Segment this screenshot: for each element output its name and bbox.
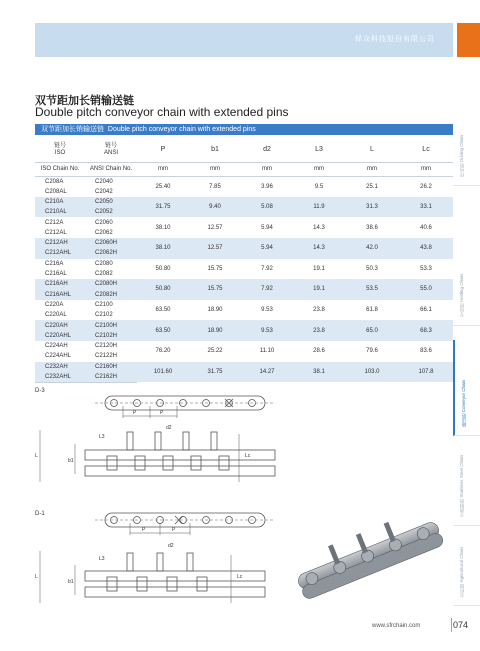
unit-cell: ANSI Chain No. [85, 162, 137, 176]
dim-label-d2: d2 [168, 543, 174, 549]
value-lc: 40.6 [399, 217, 453, 238]
value-l: 25.1 [345, 176, 399, 197]
ansi-chain-no: C2082H [85, 289, 137, 299]
sidebar-item-conveyor-chain[interactable] [453, 340, 480, 436]
sidebar-item-holding-chain[interactable] [453, 230, 480, 326]
value-d2: 9.53 [241, 320, 293, 341]
value-p: 25.40 [137, 176, 189, 197]
table-row [35, 362, 453, 372]
dim-label-p: P [142, 527, 146, 533]
iso-chain-no: C210A [35, 197, 85, 207]
dim-label-p: P [160, 410, 164, 416]
units-row [35, 162, 453, 176]
table-row [35, 259, 453, 269]
column-header-b1: b1 [189, 138, 241, 162]
unit-cell: mm [241, 162, 293, 176]
iso-chain-no: C210AL [35, 207, 85, 217]
value-l3: 9.5 [293, 176, 345, 197]
value-d2: 9.53 [241, 300, 293, 321]
dim-label-l: L [35, 453, 38, 459]
iso-chain-no: C216AH [35, 279, 85, 289]
value-l3: 11.9 [293, 197, 345, 218]
ansi-chain-no: C2162H [85, 372, 137, 383]
side-category-strip [453, 90, 480, 610]
column-header-l: L [345, 138, 399, 162]
table-title-cn: 双节距加长销输送链 [41, 126, 104, 133]
dim-label-d2: d2 [166, 425, 172, 431]
value-lc: 55.0 [399, 279, 453, 300]
column-header-ansi: 链号 ANSI [85, 138, 137, 162]
value-b1: 9.40 [189, 197, 241, 218]
value-p: 101.60 [137, 362, 189, 383]
table-row [35, 217, 453, 227]
value-l3: 14.3 [293, 238, 345, 259]
unit-cell: mm [399, 162, 453, 176]
value-l: 79.6 [345, 341, 399, 362]
sidebar-item-label-en: Stainless Steel Chain [459, 454, 464, 498]
value-p: 50.80 [137, 259, 189, 280]
value-l3: 14.3 [293, 217, 345, 238]
dim-label-lc: Lc [237, 574, 243, 580]
value-l: 38.6 [345, 217, 399, 238]
sidebar-item-label-en: Agricultural Chain [459, 546, 464, 583]
iso-chain-no: C220AL [35, 310, 85, 320]
value-l: 53.5 [345, 279, 399, 300]
value-p: 63.50 [137, 300, 189, 321]
dim-label-l3: L3 [99, 434, 105, 440]
table-row [35, 238, 453, 248]
iso-chain-no: C212A [35, 217, 85, 227]
iso-chain-no: C220AH [35, 320, 85, 330]
ansi-chain-no: C2080H [85, 279, 137, 289]
ansi-chain-no: C2100 [85, 300, 137, 310]
chain-product-image [285, 505, 450, 600]
value-d2: 3.96 [241, 176, 293, 197]
page-title-en: Double pitch conveyor chain with extended pins [35, 105, 289, 119]
company-name: 铎众科技股份有限公司 [355, 36, 435, 43]
sidebar-item-label: 农机链 [459, 583, 464, 597]
value-l: 103.0 [345, 362, 399, 383]
value-d2: 11.10 [241, 341, 293, 362]
diagram-d3-label: D-3 [35, 388, 45, 394]
value-l: 61.8 [345, 300, 399, 321]
value-d2: 5.08 [241, 197, 293, 218]
iso-chain-no: C208A [35, 176, 85, 187]
ansi-chain-no: C2160H [85, 362, 137, 372]
unit-cell: ISO Chain No. [35, 162, 85, 176]
chain-side-view [40, 430, 275, 482]
iso-chain-no: C224AH [35, 341, 85, 351]
value-l: 42.0 [345, 238, 399, 259]
dim-label-b1: b1 [68, 458, 74, 464]
ansi-chain-no: C2122H [85, 351, 137, 361]
value-d2: 5.94 [241, 238, 293, 259]
value-l3: 23.8 [293, 320, 345, 341]
ansi-chain-no: C2062H [85, 248, 137, 258]
sidebar-item-driving-chain[interactable] [453, 90, 480, 186]
table-title-bar [35, 124, 453, 135]
value-l3: 38.1 [293, 362, 345, 383]
unit-cell: mm [345, 162, 399, 176]
column-header-d2: d2 [241, 138, 293, 162]
unit-cell: mm [137, 162, 189, 176]
iso-chain-no: C216AL [35, 269, 85, 279]
diagram-d3 [35, 382, 295, 497]
value-l3: 19.1 [293, 259, 345, 280]
unit-cell: mm [189, 162, 241, 176]
iso-chain-no: C220A [35, 300, 85, 310]
iso-chain-no: C224AHL [35, 351, 85, 361]
sidebar-item-label: 传动链 [459, 163, 464, 177]
value-p: 63.50 [137, 320, 189, 341]
table-title-en: Double pitch conveyor chain with extended pins [107, 126, 256, 133]
spec-table [35, 138, 453, 383]
ansi-chain-no: C2102 [85, 310, 137, 320]
value-lc: 107.8 [399, 362, 453, 383]
ansi-chain-no: C2040 [85, 176, 137, 187]
footer-url[interactable]: www.sfrchain.com [372, 623, 421, 629]
value-l: 65.0 [345, 320, 399, 341]
iso-chain-no: C216A [35, 259, 85, 269]
ansi-chain-no: C2062 [85, 228, 137, 238]
dim-label-l3: L3 [99, 556, 105, 562]
page-number-divider [451, 618, 452, 632]
value-d2: 7.92 [241, 259, 293, 280]
header-band [35, 23, 453, 57]
value-lc: 83.6 [399, 341, 453, 362]
value-b1: 12.57 [189, 238, 241, 259]
ansi-chain-no: C2102H [85, 331, 137, 341]
value-p: 31.75 [137, 197, 189, 218]
column-header-lc: Lc [399, 138, 453, 162]
chain-side-view [40, 551, 265, 603]
chain-top-view [95, 396, 275, 410]
value-p: 38.10 [137, 217, 189, 238]
value-b1: 15.75 [189, 259, 241, 280]
value-p: 76.20 [137, 341, 189, 362]
iso-chain-no: C212AH [35, 238, 85, 248]
value-l: 50.3 [345, 259, 399, 280]
table-row [35, 320, 453, 330]
iso-chain-no: C208AL [35, 187, 85, 197]
ansi-chain-no: C2052 [85, 207, 137, 217]
value-b1: 25.22 [189, 341, 241, 362]
value-lc: 33.1 [399, 197, 453, 218]
value-b1: 18.90 [189, 320, 241, 341]
ansi-chain-no: C2082 [85, 269, 137, 279]
page-title-cn: 双节距加长销输送链 [35, 95, 134, 107]
dim-label-b1: b1 [68, 579, 74, 585]
value-d2: 14.27 [241, 362, 293, 383]
table-row [35, 176, 453, 187]
value-lc: 26.2 [399, 176, 453, 197]
table-row [35, 300, 453, 310]
sidebar-item-label-en: Conveyor Chain [461, 379, 466, 413]
ansi-chain-no: C2060 [85, 217, 137, 227]
ansi-chain-no: C2120H [85, 341, 137, 351]
ansi-chain-no: C2042 [85, 187, 137, 197]
value-lc: 68.3 [399, 320, 453, 341]
table-row [35, 279, 453, 289]
dim-label-l: L [35, 574, 38, 580]
chain-top-view [95, 513, 275, 527]
sidebar-item-label: 输送链 [461, 413, 466, 427]
iso-chain-no: C212AL [35, 228, 85, 238]
iso-chain-no: C216AHL [35, 289, 85, 299]
ansi-chain-no: C2060H [85, 238, 137, 248]
dim-label-p: P [172, 527, 176, 533]
value-d2: 5.94 [241, 217, 293, 238]
value-b1: 12.57 [189, 217, 241, 238]
diagram-d1-label: D-1 [35, 511, 45, 517]
value-l3: 23.8 [293, 300, 345, 321]
sidebar-item-label-en: Driving Chain [459, 135, 464, 163]
value-p: 38.10 [137, 238, 189, 259]
page-number: 074 [453, 620, 469, 630]
ansi-chain-no: C2080 [85, 259, 137, 269]
value-l3: 28.6 [293, 341, 345, 362]
dim-label-p: P [133, 410, 137, 416]
orange-accent-tab [457, 23, 480, 57]
column-header-l3: L3 [293, 138, 345, 162]
table-row [35, 341, 453, 351]
diagram-d1 [35, 505, 295, 617]
sidebar-item-agricultural-chain[interactable] [453, 510, 480, 606]
unit-cell: mm [293, 162, 345, 176]
iso-chain-no: C220AHL [35, 331, 85, 341]
iso-chain-no: C232AH [35, 362, 85, 372]
sidebar-item-label: 不锈钢链 [459, 499, 464, 517]
value-b1: 15.75 [189, 279, 241, 300]
value-b1: 18.90 [189, 300, 241, 321]
column-header-iso: 链号 ISO [35, 138, 85, 162]
dim-label-lc: Lc [245, 453, 251, 459]
value-lc: 66.1 [399, 300, 453, 321]
iso-chain-no: C212AHL [35, 248, 85, 258]
value-l: 31.3 [345, 197, 399, 218]
value-lc: 43.8 [399, 238, 453, 259]
value-b1: 7.85 [189, 176, 241, 197]
sidebar-item-label-en: Holding Chain [459, 273, 464, 303]
value-b1: 31.75 [189, 362, 241, 383]
value-p: 50.80 [137, 279, 189, 300]
ansi-chain-no: C2100H [85, 320, 137, 330]
column-header-p: P [137, 138, 189, 162]
sidebar-item-label: 专用链 [459, 303, 464, 317]
value-l3: 19.1 [293, 279, 345, 300]
table-row [35, 197, 453, 207]
value-lc: 53.3 [399, 259, 453, 280]
ansi-chain-no: C2050 [85, 197, 137, 207]
value-d2: 7.92 [241, 279, 293, 300]
iso-chain-no: C232AHL [35, 372, 85, 383]
